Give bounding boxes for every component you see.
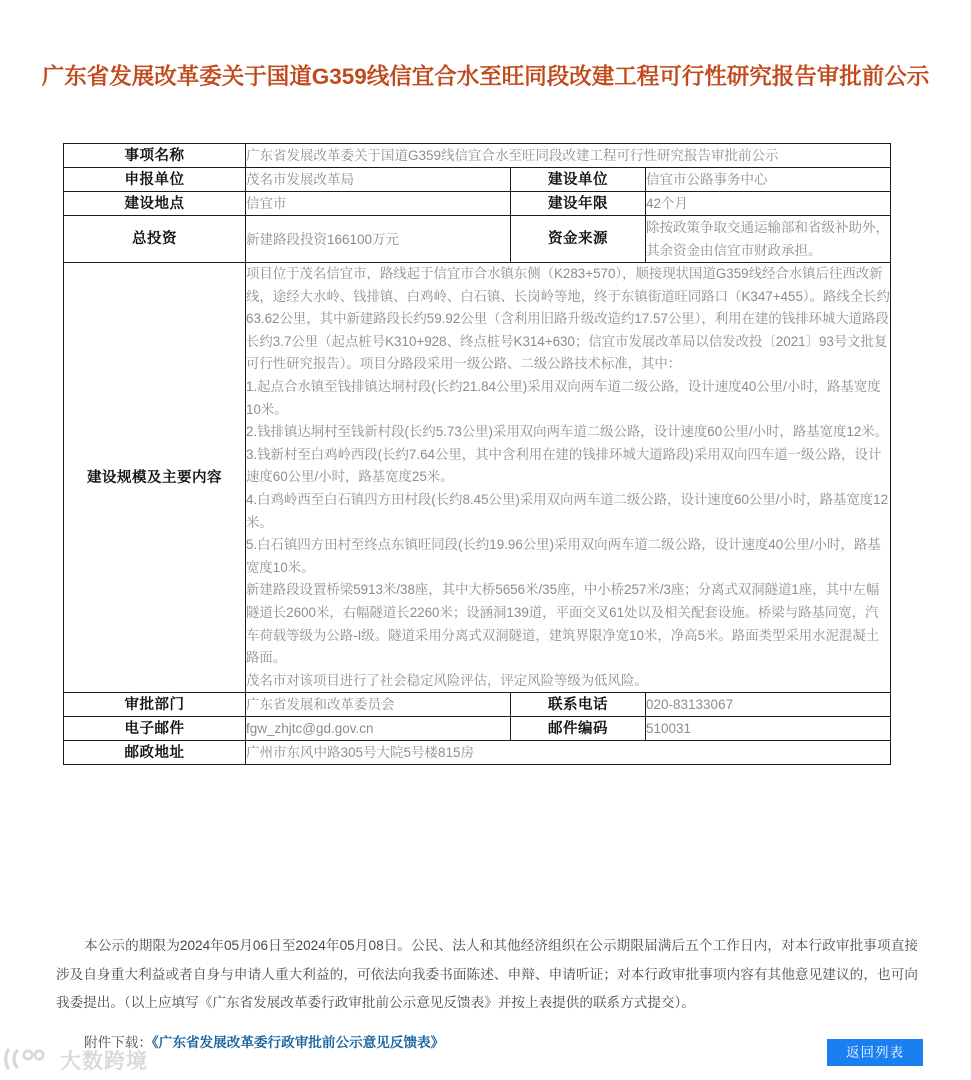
attachment-label: 附件下载：: [84, 1035, 152, 1050]
value-applicant: 茂名市发展改革局: [246, 168, 511, 192]
label-postcode: 邮件编码: [511, 717, 646, 741]
value-item-name: 广东省发展改革委关于国道G359线信宜合水至旺同段改建工程可行性研究报告审批前公示: [246, 144, 891, 168]
scale-paragraph: 4.白鸡岭西至白石镇四方田村段(长约8.45公里)采用双向两车道二级公路，设计速度60公里/小时，路基宽度12米。: [246, 491, 889, 530]
attachment-download-line: [56, 1031, 444, 1055]
label-duration: 建设年限: [511, 192, 646, 216]
watermark-text: 大数跨境: [60, 1049, 148, 1073]
scale-paragraph: 2.钱排镇达垌村至钱新村段(长约5.73公里)采用双向两车道二级公路，设计速度60公里/小时，路基宽度12米。: [246, 424, 889, 440]
scale-paragraph: 3.钱新村至白鸡岭西段(长约7.64公里，其中含利用在建的钱排环城大道路段)采用双向四车道一级公路，设计速度60公里/小时，路基宽度25米。: [246, 446, 882, 485]
label-item-name: 事项名称: [64, 144, 246, 168]
label-scale: 建设规模及主要内容: [64, 263, 246, 693]
table-row-address: [64, 741, 891, 765]
value-address: 广州市东风中路305号大院5号楼815房: [246, 741, 891, 765]
table-row-applicant: [64, 168, 891, 192]
scale-paragraph: 1.起点合水镇至钱排镇达垌村段(长约21.84公里)采用双向两车道二级公路，设计速度40公里/小时，路基宽度10米。: [246, 378, 881, 417]
value-funding: 除按政策争取交通运输部和省级补助外，其余资金由信宜市财政承担。: [646, 216, 891, 263]
label-applicant: 申报单位: [64, 168, 246, 192]
label-approver: 审批部门: [64, 693, 246, 717]
table-row-item-name: [64, 144, 891, 168]
table-row-scale: [64, 263, 891, 693]
label-funding: 资金来源: [511, 216, 646, 263]
attachment-download-link[interactable]: 《广东省发展改革委行政审批前公示意见反馈表》: [151, 1035, 445, 1050]
value-location: 信宜市: [246, 192, 511, 216]
value-scale: [246, 263, 891, 693]
scale-paragraph: 新建路段设置桥梁5913米/38座，其中大桥5656米/35座，中小桥257米/3座；分离式双洞隧道1座，其中左幅隧道长2600米，右幅隧道长2260米；设涵洞139道，平面交叉61处以及相关配套设施。桥梁与路基同宽，汽车荷载等级为公路-I级。隧道采用分离式双洞隧道，建筑界限净宽10米，净高5米。路面类型采用水泥混凝土路面。: [246, 582, 880, 666]
table-row-approver: [64, 693, 891, 717]
label-location: 建设地点: [64, 192, 246, 216]
value-builder: 信宜市公路事务中心: [646, 168, 891, 192]
table-row-email: [64, 717, 891, 741]
scale-paragraph: 茂名市对该项目进行了社会稳定风险评估，评定风险等级为低风险。: [246, 672, 648, 688]
return-to-list-button[interactable]: 返回列表: [827, 1039, 923, 1066]
value-investment: 新建路段投资166100万元: [246, 216, 511, 263]
scale-paragraph: 5.白石镇四方田村至终点东镇旺同段(长约19.96公里)采用双向两车道二级公路，设计速度40公里/小时，路基宽度10米。: [246, 537, 881, 575]
label-phone: 联系电话: [511, 693, 646, 717]
value-phone: 020-83133067: [646, 693, 891, 717]
label-builder: 建设单位: [511, 168, 646, 192]
public-notice-period-text: 本公示的期限为2024年05月06日至2024年05月08日。公民、法人和其他经济组织在公示期限届满后五个工作日内，对本行政审批事项直接涉及自身重大利益或者自身与申请人重大利益的，可依法向我委书面陈述、申辩、申请听证；对本行政审批事项内容有其他意见建议的，也可向我委提出。（以上应填写《广东省发展改革委行政审批前公示意见反馈表》并按上表提供的联系方式提交）。: [56, 938, 918, 1010]
label-address: 邮政地址: [64, 741, 246, 765]
page-title: 广东省发展改革委关于国道G359线信宜合水至旺同段改建工程可行性研究报告审批前公示: [41, 64, 930, 89]
value-email: fgw_zhjtc@gd.gov.cn: [246, 717, 511, 741]
label-email: 电子邮件: [64, 717, 246, 741]
value-duration: 42个月: [646, 192, 891, 216]
table-row-location: [64, 192, 891, 216]
value-approver: 广东省发展和改革委员会: [246, 693, 511, 717]
watermark-logo-icon: [4, 1046, 56, 1077]
table-row-investment: [64, 216, 891, 263]
value-postcode: 510031: [646, 717, 891, 741]
project-info-table: [63, 143, 891, 765]
scale-paragraph: 项目位于茂名信宜市，路线起于信宜市合水镇东侧（K283+570），顺接现状国道G359线经合水镇后往西改新线，途经大水岭、钱排镇、白鸡岭、白石镇、长岗岭等地，终于东镇街道旺同路口（K347+455）。路线全长约63.62公里，其中新建路段长约59.92公里（含利用旧路升级改造约17.57公里），利用在建的钱排环城大道路段长约3.7公里（起点桩号K310+928、终点桩号K314+630；信宜市发展改革局以信发改投〔2021〕93号文批复可行性研究报告）。项目分路段采用一级公路、二级公路技术标准，其中：: [246, 266, 890, 372]
label-investment: 总投资: [64, 216, 246, 263]
